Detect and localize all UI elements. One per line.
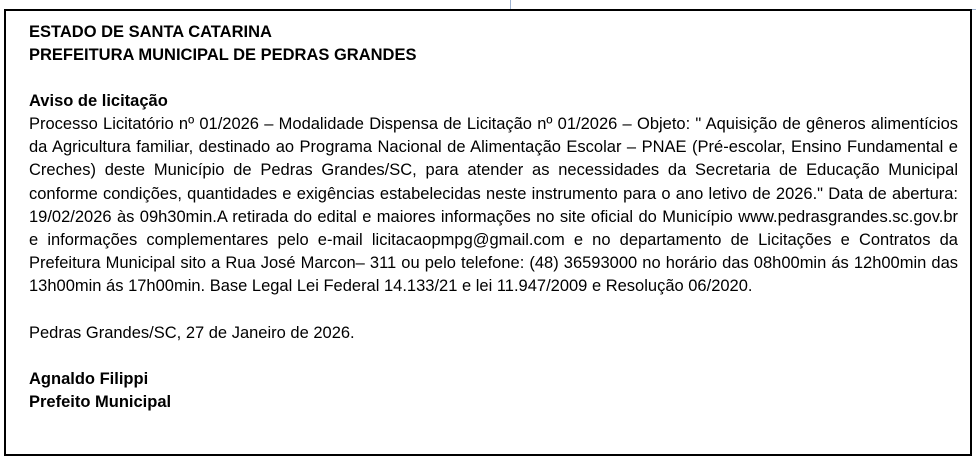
signatory-role: Prefeito Municipal: [29, 392, 172, 411]
notice-box: [4, 9, 972, 456]
notice-body: Processo Licitatório nº 01/2026 – Modalidade Dispensa de Licitação nº 01/2026 – Objeto: " Aquisição de gêneros alimentícios da Agricultura familiar, destinado ao Programa Nacional de Alimentação Escolar – PNAE (Pré-escolar, Ensino Fundamental e Creches) deste Município de Pedras Grandes/SC, para atender as necessidades da Secretaria de Educação Municipal conforme condições, quantidades e exigências estabelecidas neste instrumento para o ano letivo de 2026." Data de abertura: 19/02/2026 às 09h30min.A retirada do edital e maiores informações no site oficial do Município www.pedrasgrandes.sc.gov.br e informações complementares pelo e-mail licitacaopmpg@gmail.com e no departamento de Licitações e Contratos da Prefeitura Municipal sito a Rua José Marcon– 311 ou pelo telefone: (48) 36593000 no horário das 08h00min ás 12h00min das 13h00min ás 17h00min. Base Legal Lei Federal 14.133/21 e lei 11.947/2009 e Resolução 06/2020.: [29, 115, 958, 296]
signatory-name: Agnaldo Filippi: [29, 369, 149, 388]
place-date: Pedras Grandes/SC, 27 de Janeiro de 2026.: [29, 323, 355, 342]
state-heading: ESTADO DE SANTA CATARINA: [29, 23, 272, 41]
notice-title: Aviso de licitação: [29, 92, 168, 110]
municipality-heading: PREFEITURA MUNICIPAL DE PEDRAS GRANDES: [29, 46, 417, 64]
